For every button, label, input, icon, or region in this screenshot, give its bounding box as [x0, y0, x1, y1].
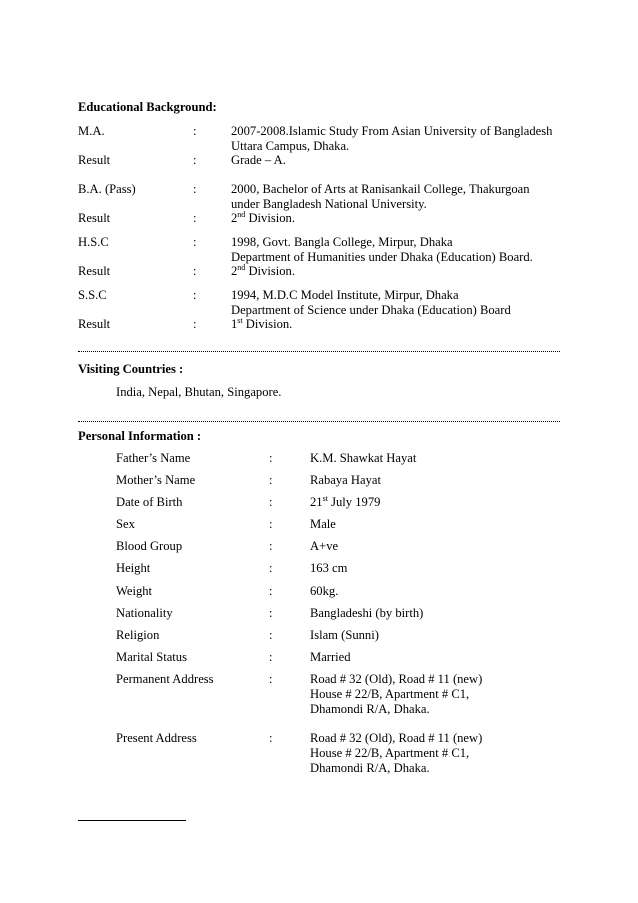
visiting-heading: Visiting Countries : — [78, 362, 184, 376]
separator: : — [269, 650, 273, 664]
field-label: Nationality — [116, 606, 173, 620]
address-line: Road # 32 (Old), Road # 11 (new) — [310, 731, 483, 745]
separator: : — [269, 584, 273, 598]
education-details-line: under Bangladesh National University. — [231, 197, 427, 211]
field-label: Weight — [116, 584, 153, 598]
separator: : — [193, 182, 197, 196]
result-division: Division. — [242, 317, 293, 331]
result-value — [231, 317, 292, 332]
field-label: Date of Birth — [116, 495, 183, 509]
result-label: Result — [78, 211, 111, 225]
result-ordinal: st — [237, 316, 243, 325]
field-value: A+ve — [310, 539, 339, 553]
education-heading: Educational Background: — [78, 100, 217, 114]
result-ordinal: nd — [237, 263, 246, 272]
education-degree-label: M.A. — [78, 124, 105, 138]
separator: : — [269, 628, 273, 642]
result-number: 1 — [231, 317, 238, 331]
education-details-line: 2007-2008.Islamic Study From Asian University of Bangladesh — [231, 124, 553, 138]
result-value: Grade – A. — [231, 153, 286, 167]
field-label: Mother’s Name — [116, 473, 196, 487]
separator: : — [193, 211, 197, 225]
personal-heading: Personal Information : — [78, 429, 202, 443]
field-value: 163 cm — [310, 561, 348, 575]
separator: : — [269, 606, 273, 620]
separator: : — [193, 317, 197, 331]
field-label: Sex — [116, 517, 135, 531]
education-details — [231, 182, 530, 212]
separator: : — [269, 731, 273, 745]
separator: : — [269, 473, 273, 487]
result-label: Result — [78, 153, 111, 167]
result-division: Division. — [245, 264, 295, 278]
visited-countries: India, Nepal, Bhutan, Singapore. — [116, 385, 282, 399]
separator: : — [193, 153, 197, 167]
field-label: Religion — [116, 628, 160, 642]
education-details-line: 1998, Govt. Bangla College, Mirpur, Dhaka — [231, 235, 453, 249]
separator: : — [193, 264, 197, 278]
field-label: Blood Group — [116, 539, 183, 553]
education-details — [231, 124, 552, 154]
field-value: Married — [310, 650, 351, 664]
section-divider — [78, 421, 560, 422]
field-label: Marital Status — [116, 650, 188, 664]
separator: : — [269, 561, 273, 575]
address-line: House # 22/B, Apartment # C1, — [310, 746, 470, 760]
education-details-line: 1994, M.D.C Model Institute, Mirpur, Dhaka — [231, 288, 459, 302]
education-details-line: Uttara Campus, Dhaka. — [231, 139, 350, 153]
field-value: Islam (Sunni) — [310, 628, 379, 642]
field-label: Height — [116, 561, 151, 575]
address-value — [310, 672, 482, 717]
education-details-line: Department of Humanities under Dhaka (Education) Board. — [231, 250, 533, 264]
separator: : — [269, 495, 273, 509]
separator: : — [269, 451, 273, 465]
education-details-line: Department of Science under Dhaka (Education) Board — [231, 303, 511, 317]
address-line: Dhamondi R/A, Dhaka. — [310, 702, 430, 716]
education-degree-label: B.A. (Pass) — [78, 182, 136, 196]
footnote-separator — [78, 820, 186, 821]
field-value: K.M. Shawkat Hayat — [310, 451, 417, 465]
section-divider — [78, 351, 560, 352]
field-value: Rabaya Hayat — [310, 473, 381, 487]
education-details — [231, 288, 511, 318]
result-number: 2 — [231, 211, 238, 225]
result-label: Result — [78, 317, 111, 331]
separator: : — [193, 288, 197, 302]
education-details — [231, 235, 533, 265]
separator: : — [269, 672, 273, 686]
address-line: Road # 32 (Old), Road # 11 (new) — [310, 672, 483, 686]
field-value — [310, 495, 380, 510]
field-label: Father’s Name — [116, 451, 191, 465]
field-label: Present Address — [116, 731, 197, 745]
address-line: House # 22/B, Apartment # C1, — [310, 687, 470, 701]
birth-day-ordinal: st — [322, 494, 328, 503]
education-degree-label: S.S.C — [78, 288, 107, 302]
result-ordinal: nd — [237, 210, 246, 219]
field-label: Permanent Address — [116, 672, 214, 686]
education-details-line: 2000, Bachelor of Arts at Ranisankail College, Thakurgoan — [231, 182, 530, 196]
separator: : — [269, 539, 273, 553]
result-division: Division. — [245, 211, 295, 225]
field-value: Male — [310, 517, 336, 531]
separator: : — [193, 235, 197, 249]
result-label: Result — [78, 264, 111, 278]
result-value — [231, 211, 295, 226]
birth-day: 21 — [310, 495, 323, 509]
field-value: Bangladeshi (by birth) — [310, 606, 424, 620]
field-value: 60kg. — [310, 584, 339, 598]
address-line: Dhamondi R/A, Dhaka. — [310, 761, 430, 775]
education-degree-label: H.S.C — [78, 235, 109, 249]
address-value — [310, 731, 482, 776]
result-value — [231, 264, 295, 279]
result-number: 2 — [231, 264, 238, 278]
separator: : — [193, 124, 197, 138]
separator: : — [269, 517, 273, 531]
birth-month-year: July 1979 — [327, 495, 381, 509]
